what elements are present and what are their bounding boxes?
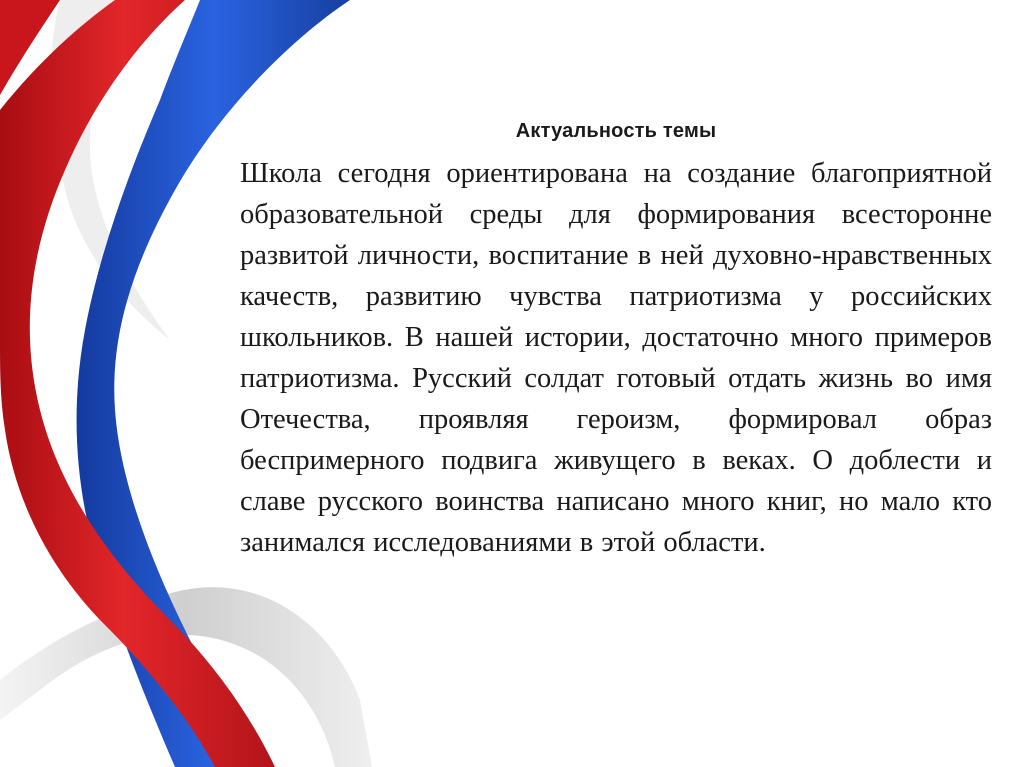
slide-title: Актуальность темы xyxy=(515,120,717,142)
slide-body-text: Школа сегодня ориентирована на создание благоприятной образовательной среды для формирования всесторонне развитой личности, воспитание в ней духовно-нравственных качеств, развитию чувства патриотизма у российских школьников. В нашей истории, достаточно много примеров патриотизма. Русский солдат готовый отдать жизнь во имя Отечества, проявляя героизм, формировал образ беспримерного подвига живущего в веках. О доблести и славе русского воинства написано много книг, но мало кто занимался исследованиями в этой области. xyxy=(240,158,992,558)
slide-content xyxy=(240,120,992,563)
